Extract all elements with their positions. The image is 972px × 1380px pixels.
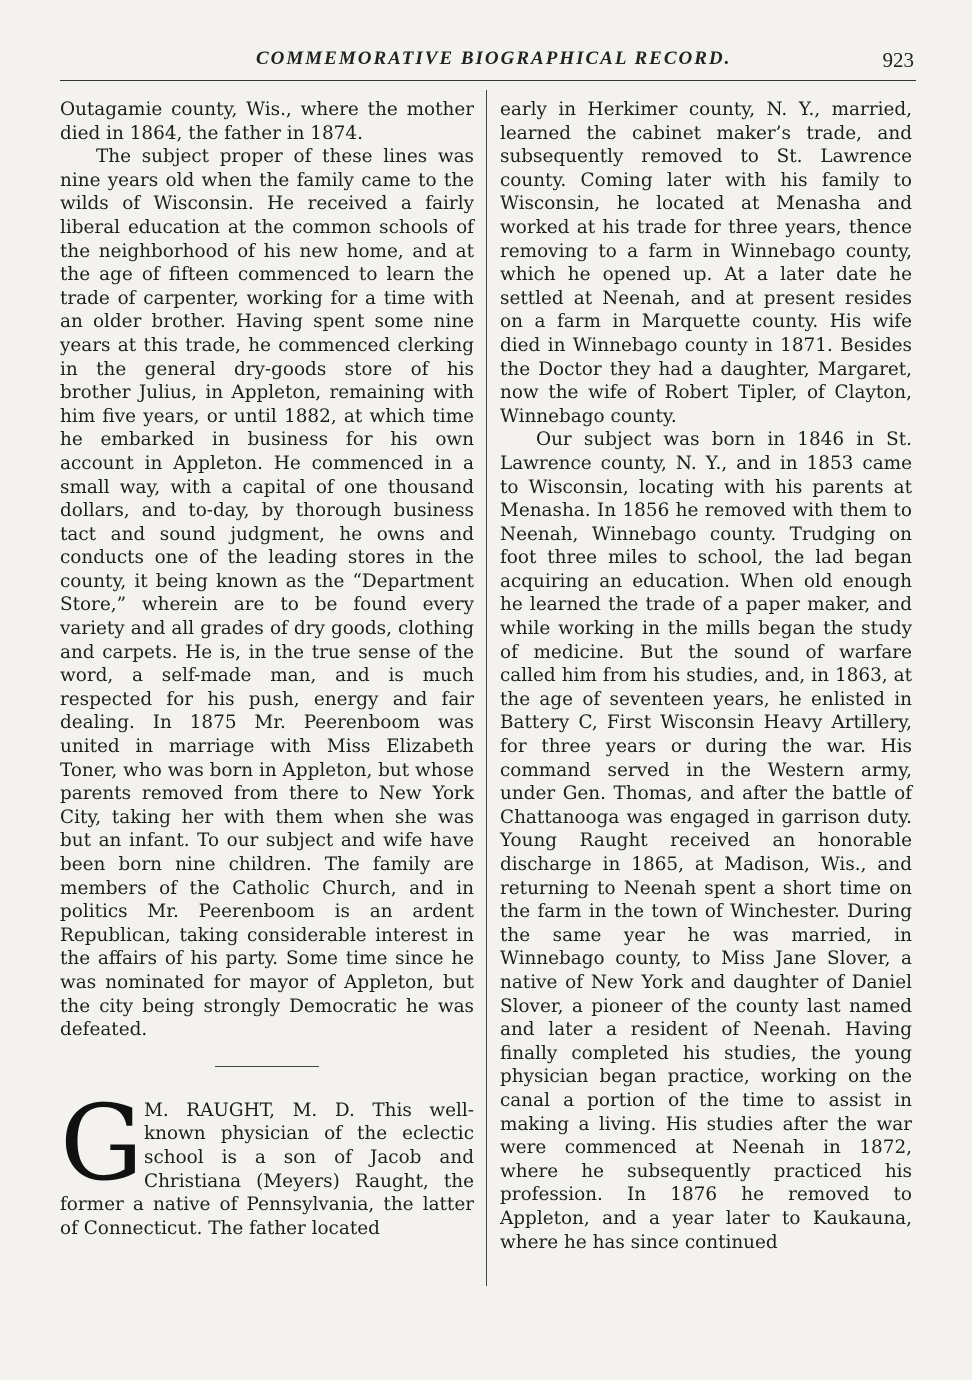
- paragraph: The subject proper of these lines was nine years old when the family came to the wilds of Wisconsin. He received a fairly liberal education at the common schools of the neighborhood of his new home, and at the age of fifteen commenced to learn the trade of carpenter, working for a time with an older brother. Having spent some nine years at this trade, he commenced clerking in the general dry-goods store of his brother Julius, in Appleton, remaining with him five years, or until 1882, at which time he embarked in business for his own account in Appleton. He commenced in a small way, with a capital of one thousand dollars, and to-day, by thorough business tact and sound judgment, he owns and conducts one of the leading stores in the county, it being known as the “Department Store,” wherein are to be found every variety and all grades of dry goods, clothing and carpets. He is, in the true sense of the word, a self-made man, and is much respected for his push, energy and fair dealing. In 1875 Mr. Peerenboom was united in marriage with Miss Elizabeth Toner, who was born in Appleton, but whose parents removed from there to New York City, taking her with them when she was but an infant. To our subject and wife have been born nine children. The family are members of the Catholic Church, and in politics Mr. Peerenboom is an ardent Republican, taking considerable interest in the affairs of his party. Some time since he was nominated for mayor of Appleton, but the city being strongly Democratic he was defeated.: [60, 146, 474, 1041]
- left-column: [60, 98, 474, 1240]
- biography-raught: [60, 1081, 474, 1241]
- column-divider: [486, 90, 487, 1286]
- right-column: [500, 98, 912, 1254]
- paragraph: M. RAUGHT, M. D. This well-known physician of the eclectic school is a son of Jacob and Christiana (Meyers) Raught, the former a native of Pennsylvania, the latter of Connecticut. The father located: [60, 1099, 474, 1239]
- paragraph: early in Herkimer county, N. Y., married, learned the cabinet maker’s trade, and subsequently removed to St. Lawrence county. Coming later with his family to Wisconsin, he located at Menasha and worked at his trade for three years, thence removing to a farm in Winnebago county, which he opened up. At a later date he settled at Neenah, and at present resides on a farm in Marquette county. His wife died in Winnebago county in 1871. Besides the Doctor they had a daughter, Margaret, now the wife of Robert Tipler, of Clayton, Winnebago county.: [500, 99, 912, 427]
- paragraph: Outagamie county, Wis., where the mother died in 1864, the father in 1874.: [60, 99, 474, 144]
- running-title: COMMEMORATIVE BIOGRAPHICAL RECORD.: [256, 48, 732, 69]
- page-header: [60, 44, 916, 76]
- paragraph: Our subject was born in 1846 in St. Lawrence county, N. Y., and in 1853 came to Wisconsin, locating with his parents at Menasha. In 1856 he removed with them to Neenah, Winnebago county. Trudging on foot three miles to school, the lad began acquiring an education. When old enough he learned the trade of a paper maker, and while working in the mills began the study of medicine. But the sound of warfare called him from his studies, and, in 1863, at the age of seventeen years, he enlisted in Battery C, First Wisconsin Heavy Artillery, for three years or during the war. His command served in the Western army, under Gen. Thomas, and after the battle of Chattanooga was engaged in garrison duty. Young Raught received an honorable discharge in 1865, at Madison, Wis., and returning to Neenah spent a short time on the farm in the town of Winchester. During the same year he was married, in Winnebago county, to Miss Jane Slover, a native of New York and daughter of Daniel Slover, a pioneer of the county last named and later a resident of Neenah. Having finally completed his studies, the young physician began practice, working on the canal a portion of the time to assist in making a living. His studies after the war were commenced at Neenah in 1872, where he subsequently practiced his profession. In 1876 he removed to Appleton, and a year later to Kaukauna, where he has since continued: [500, 429, 912, 1253]
- section-divider: [215, 1066, 319, 1067]
- drop-cap: G: [60, 1081, 144, 1204]
- header-rule: [60, 80, 916, 81]
- page-number: 923: [882, 48, 914, 72]
